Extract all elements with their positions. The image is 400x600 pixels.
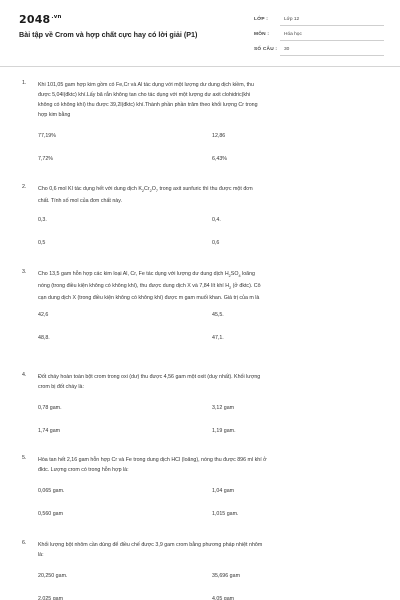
text-run: Cho 0,6 mol KI tác dụng hết với dung dịch K: [38, 186, 142, 192]
answer-option[interactable]: 2,025 gam: [38, 596, 64, 600]
meta-divider: [280, 55, 384, 56]
answer-option[interactable]: 1,19 gam.: [212, 428, 236, 434]
question-text: [38, 372, 388, 392]
question-line: Hòa tan hết 2,16 gam hỗn hợp Cr và Fe trong dung dịch HCl (loãng), nóng thu được 896 ml khí ở: [38, 457, 267, 463]
text-run: (ở đktc). Cô: [231, 283, 261, 290]
question-text: [38, 184, 388, 206]
answer-option[interactable]: 0,560 gam: [38, 511, 64, 517]
answer-option[interactable]: 0,78 gam.: [38, 405, 62, 411]
question-text: [38, 269, 388, 303]
logo-text: 2048: [19, 13, 51, 26]
answer-option[interactable]: 3,12 gam: [212, 405, 235, 411]
question-number: 3.: [22, 269, 27, 275]
question-line: [38, 184, 388, 196]
subscript: 2: [141, 189, 145, 194]
document-header: [0, 0, 400, 68]
question-line: hợp kim bằng: [38, 112, 71, 118]
question-line: được 5,04l(đktc) khí.Lấy bã rắn không tan cho tác dụng với một lượng dư axit clohidric(khi: [38, 92, 251, 98]
question-list: [0, 76, 400, 600]
logo-suffix: .vn: [51, 14, 62, 21]
meta-class-label: LỚP :: [254, 17, 269, 22]
answer-option[interactable]: 7,72%: [38, 156, 54, 162]
text-run: SO: [230, 271, 239, 277]
text-run: trong axit sunfuric thì thu được một đơn: [157, 186, 253, 192]
subscript: 7: [155, 189, 158, 194]
question-line: crom bị đốt cháy là:: [38, 384, 84, 390]
answer-option[interactable]: 77,19%: [38, 133, 56, 139]
question-line: đktc. Lượng crom có trong hỗn hợp là:: [38, 467, 129, 473]
answer-option[interactable]: 47,1.: [212, 335, 224, 341]
text-run: Cr: [144, 186, 150, 192]
answer-option[interactable]: 0,5: [38, 240, 46, 246]
answer-option[interactable]: 1,015 gam.: [212, 511, 239, 517]
subscript: 2: [149, 189, 152, 194]
question-number: 1.: [22, 80, 27, 86]
meta-subject-label: MÔN :: [254, 32, 270, 37]
answer-option[interactable]: 20,250 gam.: [38, 573, 68, 579]
question-line: cạn dung dịch X (trong điều kiện không có không khí) được m gam muối khan. Giá trị của m là: [38, 295, 260, 302]
answer-option[interactable]: 42,6: [38, 312, 49, 318]
question-number: 2.: [22, 184, 27, 190]
text-run: loãng: [240, 271, 255, 277]
text-run: Cho 13,5 gam hỗn hợp các kim loại Al, Cr, Fe tác dụng với lượng dư dung dịch H: [38, 271, 229, 277]
meta-subject: [254, 32, 384, 43]
question-line: [38, 281, 388, 293]
answer-option[interactable]: 45,5.: [212, 312, 224, 318]
answer-option[interactable]: 0,6: [212, 240, 220, 246]
question-number: 5.: [22, 455, 27, 461]
answer-option[interactable]: 0,065 gam.: [38, 488, 65, 494]
answer-option[interactable]: 0,3.: [38, 217, 47, 223]
answer-option[interactable]: 1,04 gam: [212, 488, 235, 494]
header-divider: [0, 66, 400, 67]
document-title: Bài tập về Crom và hợp chất cực hay có lời giải (P1): [19, 30, 198, 39]
subscript: 2: [229, 286, 232, 291]
question-number: 6.: [22, 540, 27, 546]
answer-option[interactable]: 0,4.: [212, 217, 221, 223]
text-run: O: [151, 186, 156, 192]
question-line: [38, 269, 388, 281]
meta-class-value: Lớp 12: [284, 17, 300, 22]
site-logo[interactable]: [19, 13, 62, 26]
subscript: 2: [228, 274, 231, 279]
question-line: là:: [38, 552, 44, 558]
question-line: không có không khí) thu được 39,2l(đktc) khí.Thành phần phần trăm theo khối lượng Cr trong: [38, 102, 258, 108]
question-line: Khi 101,05 gam hợp kim gồm có Fe,Cr và Al tác dụng với một lượng dư dung dịch kiềm, thu: [38, 82, 254, 88]
answer-option[interactable]: 35,696 gam: [212, 573, 240, 579]
question-text: [38, 80, 388, 120]
answer-option[interactable]: 6,43%: [212, 156, 228, 162]
question-line: Khối lượng bột nhôm cần dùng để điều chế được 3,9 gam crom bằng phương pháp nhiệt nhôm: [38, 542, 263, 548]
meta-class: [254, 17, 384, 28]
question-line: chất. Tính số mol của đơn chất này.: [38, 198, 122, 205]
text-run: nóng (trong điều kiện không có không khí), thu được dung dịch X và 7,84 lít khí H: [38, 283, 230, 290]
question-text: [38, 540, 388, 560]
meta-count: [254, 47, 384, 58]
meta-subject-value: Hóa học: [284, 32, 302, 37]
question-line: Đốt cháy hoàn toàn bột crom trong oxi (dư) thu được 4,56 gam một oxit (duy nhất). Khối lượng: [38, 374, 261, 380]
meta-count-label: SỐ CÂU :: [254, 47, 278, 52]
answer-option[interactable]: 12,86: [212, 133, 226, 139]
answer-option[interactable]: 1,74 gam: [38, 428, 61, 434]
meta-divider: [280, 25, 384, 26]
meta-count-value: 30: [284, 47, 290, 52]
question-text: [38, 455, 388, 475]
answer-option[interactable]: 4,05 gam: [212, 596, 235, 600]
question-number: 4.: [22, 372, 27, 378]
meta-divider: [280, 40, 384, 41]
subscript: 4: [238, 274, 241, 279]
answer-option[interactable]: 48,8.: [38, 335, 50, 341]
